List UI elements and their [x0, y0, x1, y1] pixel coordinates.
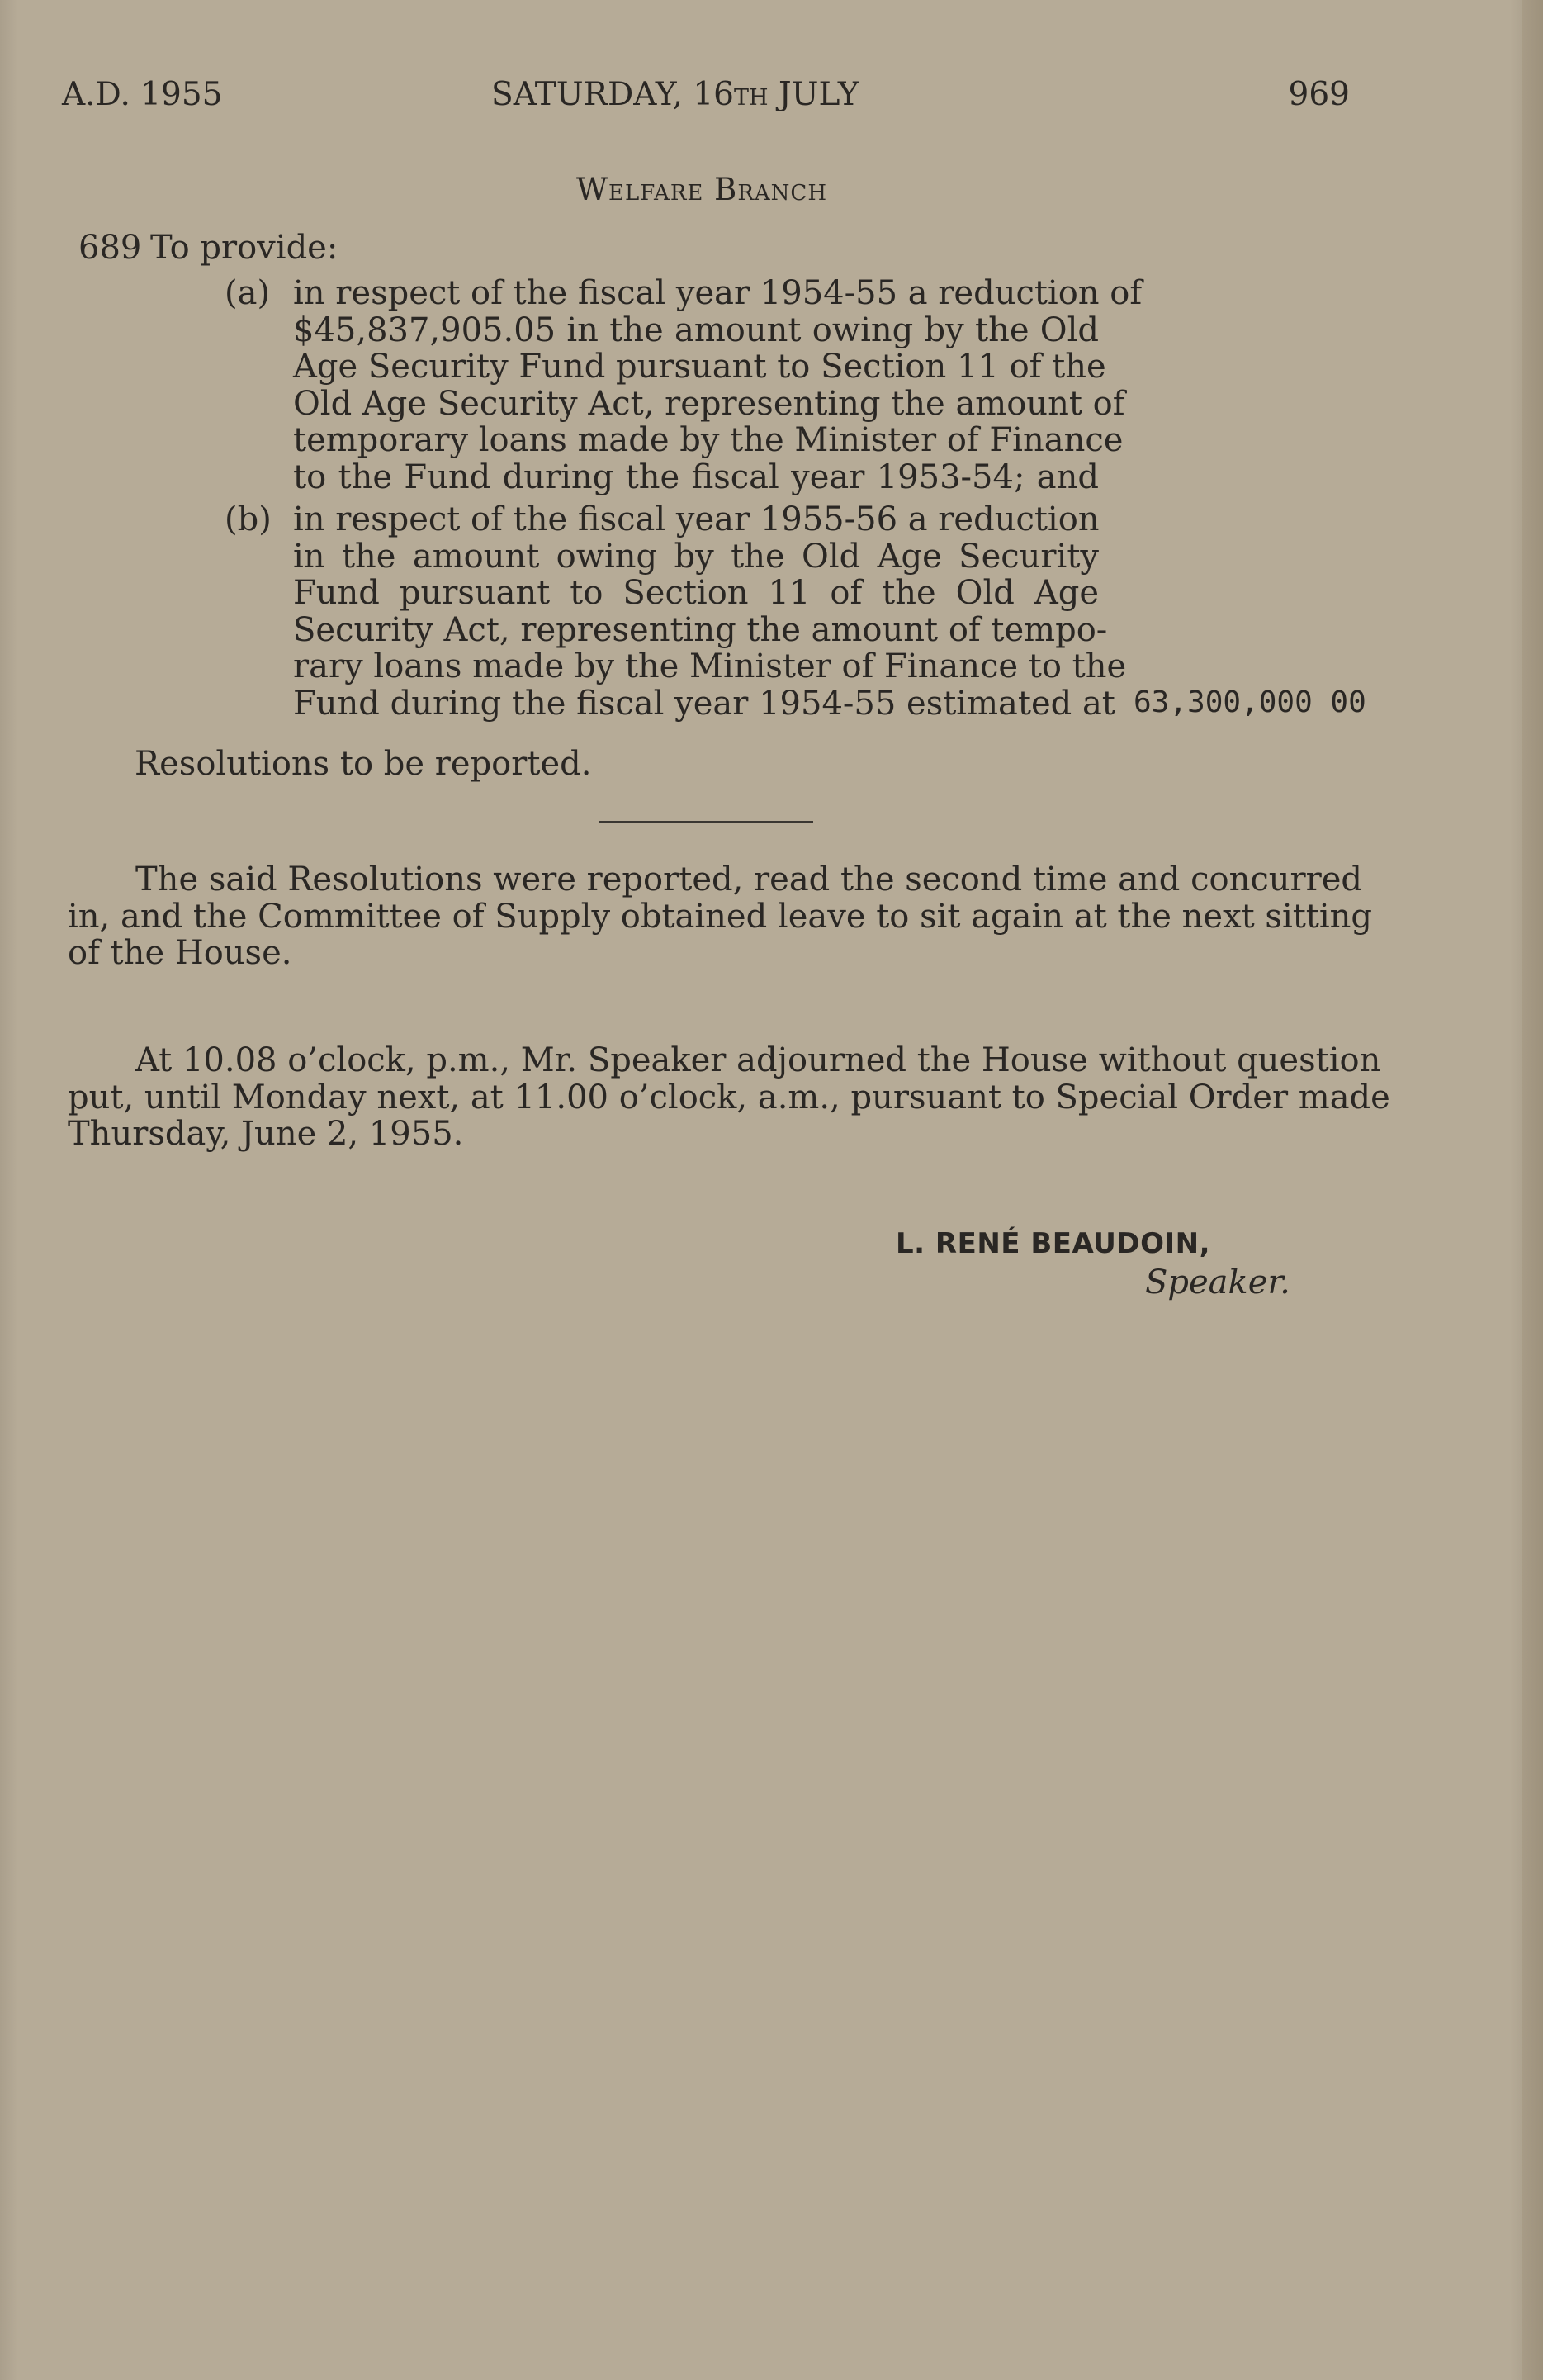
- clause-a-line: Old Age Security Act, representing the amount of: [293, 384, 1125, 423]
- item-lead: To provide:: [150, 229, 338, 267]
- paragraph-line: of the House.: [68, 934, 292, 972]
- paragraph-line: in, and the Committee of Supply obtained leave to sit again at the next sitting: [68, 897, 1373, 936]
- clause-a-marker: (a): [225, 274, 271, 312]
- section-title: Welfare Branch: [575, 172, 827, 207]
- header-date-ordinal: th: [734, 76, 769, 113]
- paragraph-adjournment: [68, 1041, 1390, 1153]
- clause-b-line: Fund during the fiscal year 1954-55 estimated at: [293, 684, 1115, 723]
- clause-b-marker: (b): [225, 500, 272, 538]
- estimate-amount: 63,300,000 00: [1134, 685, 1366, 719]
- clause-a-line: to the Fund during the fiscal year 1953-54; and: [293, 458, 1099, 496]
- header-date-prefix: SATURDAY, 16: [491, 76, 734, 113]
- clause-a-line: $45,837,905.05 in the amount owing by the Old: [293, 311, 1099, 349]
- paragraph-resolutions-reported: [68, 860, 1373, 972]
- resolutions-note: Resolutions to be reported.: [135, 745, 592, 783]
- paragraph-line: put, until Monday next, at 11.00 o’clock, a.m., pursuant to Special Order made: [68, 1078, 1390, 1117]
- clause-a-line: in respect of the fiscal year 1954-55 a reduction of: [293, 274, 1143, 312]
- page-number: 969: [1288, 76, 1350, 113]
- page-header: [62, 76, 1350, 117]
- header-date: [491, 76, 859, 113]
- header-year: A.D. 1955: [62, 76, 223, 113]
- header-date-month: JULY: [768, 76, 859, 113]
- clause-a-text: [293, 274, 1143, 496]
- clause-b-line: Security Act, representing the amount of tempo-: [293, 610, 1108, 649]
- clause-b-line: in respect of the fiscal year 1955-56 a reduction: [293, 500, 1100, 538]
- signature-title: Speaker.: [1145, 1263, 1290, 1301]
- clause-a-line: Age Security Fund pursuant to Section 11 of the: [293, 348, 1106, 386]
- paragraph-line: At 10.08 o’clock, p.m., Mr. Speaker adjourned the House without question: [135, 1041, 1381, 1079]
- clause-b-line: in the amount owing by the Old Age Security: [293, 537, 1099, 576]
- page-edge-shadow: [1522, 0, 1543, 2380]
- clause-a-line: temporary loans made by the Minister of Finance: [293, 421, 1124, 459]
- paragraph-line: Thursday, June 2, 1955.: [68, 1115, 464, 1153]
- clause-b-text: [293, 500, 1127, 723]
- clause-b-line: rary loans made by the Minister of Finance to the: [293, 647, 1127, 685]
- signature-name: L. RENÉ BEAUDOIN,: [896, 1227, 1211, 1260]
- paragraph-line: The said Resolutions were reported, read the second time and concurred: [135, 860, 1363, 898]
- clause-b-line: Fund pursuant to Section 11 of the Old Age: [293, 574, 1099, 612]
- section-divider: [599, 821, 813, 823]
- item-number: 689: [78, 229, 142, 267]
